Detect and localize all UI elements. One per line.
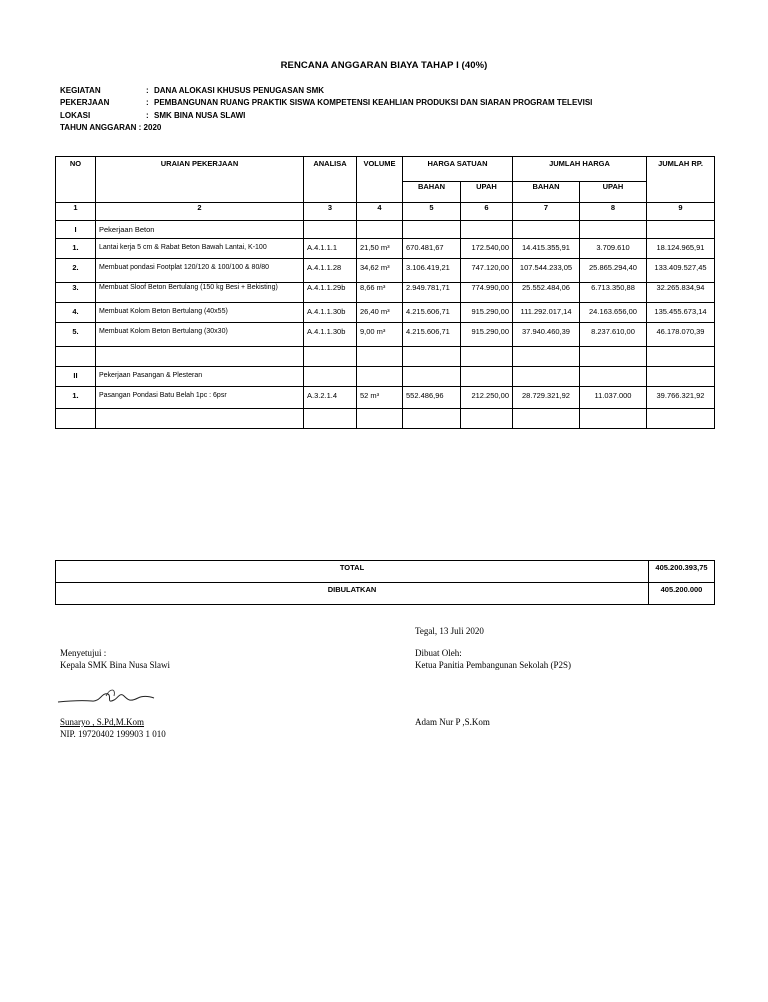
row-uraian: Membuat Kolom Beton Bertulang (40x55) [96, 303, 304, 323]
pekerjaan-label: PEKERJAAN [60, 98, 110, 108]
col-number: 9 [647, 203, 715, 221]
tahun-anggaran: TAHUN ANGGARAN : 2020 [60, 123, 162, 133]
row-jh-upah: 3.709.610 [580, 239, 647, 259]
total-value: 405.200.393,75 [649, 561, 715, 583]
rounded-value: 405.200.000 [649, 583, 715, 605]
rounded-label: DIBULATKAN [56, 583, 649, 605]
row-analisa: A.4.1.1.29b [304, 283, 357, 303]
header-jh-upah: UPAH [580, 182, 647, 203]
col-number: 5 [403, 203, 461, 221]
row-jh-upah: 24.163.656,00 [580, 303, 647, 323]
col-number: 1 [56, 203, 96, 221]
row-jumlah: 18.124.965,91 [647, 239, 715, 259]
column-number-row [56, 203, 715, 221]
row-volume: 26,40 m³ [357, 303, 403, 323]
row-hs-bahan: 670.481,67 [403, 239, 461, 259]
rounded-row [56, 583, 715, 605]
row-uraian: Pasangan Pondasi Batu Belah 1pc : 6psr [96, 387, 304, 409]
totals-table [55, 560, 715, 605]
row-jh-bahan: 25.552.484,06 [513, 283, 580, 303]
lokasi-label: LOKASI [60, 110, 91, 120]
pekerjaan-row [60, 97, 592, 109]
signature-image [56, 682, 156, 712]
col-number: 3 [304, 203, 357, 221]
row-analisa: A.3.2.1.4 [304, 387, 357, 409]
row-hs-bahan: 4.215.606,71 [403, 323, 461, 347]
row-hs-upah: 747.120,00 [461, 259, 513, 283]
table-row [56, 387, 715, 409]
row-jh-bahan: 107.544.233,05 [513, 259, 580, 283]
row-hs-upah: 915.290,00 [461, 323, 513, 347]
prepared-heading: Dibuat Oleh: [415, 648, 462, 658]
row-number: 1. [56, 387, 96, 409]
lokasi-row [60, 110, 592, 122]
row-hs-bahan: 3.106.419,21 [403, 259, 461, 283]
approver-role: Kepala SMK Bina Nusa Slawi [60, 660, 170, 670]
row-jumlah: 39.766.321,92 [647, 387, 715, 409]
row-number: 5. [56, 323, 96, 347]
row-jh-upah: 25.865.294,40 [580, 259, 647, 283]
row-jumlah: 32.265.834,94 [647, 283, 715, 303]
row-uraian: Lantai kerja 5 cm & Rabat Beton Bawah Lantai, K-100 [96, 239, 304, 259]
section-title: Pekerjaan Beton [96, 221, 304, 239]
document-title: RENCANA ANGGARAN BIAYA TAHAP I (40%) [280, 60, 488, 71]
row-hs-bahan: 552.486,96 [403, 387, 461, 409]
row-number: 3. [56, 283, 96, 303]
lokasi-value: SMK BINA NUSA SLAWI [154, 110, 246, 120]
empty-row [56, 409, 715, 429]
section-title: Pekerjaan Pasangan & Plesteran [96, 367, 304, 387]
place-date: Tegal, 13 Juli 2020 [415, 626, 484, 636]
row-uraian: Membuat Sloof Beton Bertulang (150 kg Besi + Bekisting) [96, 283, 304, 303]
table-row [56, 303, 715, 323]
header-jumlah-harga: JUMLAH HARGA [513, 157, 647, 182]
approver-name: Sunaryo , S.Pd,M.Kom [60, 717, 145, 727]
kegiatan-label: KEGIATAN [60, 86, 101, 95]
row-uraian: Membuat pondasi Footplat 120/120 & 100/100 & 80/80 [96, 259, 304, 283]
project-info [60, 85, 592, 135]
approval-heading: Menyetujui : [60, 648, 107, 658]
col-number: 6 [461, 203, 513, 221]
row-jh-bahan: 28.729.321,92 [513, 387, 580, 409]
header-analisa: ANALISA [304, 157, 357, 203]
row-jumlah: 133.409.527,45 [647, 259, 715, 283]
row-analisa: A.4.1.1.30b [304, 303, 357, 323]
row-jh-bahan: 111.292.017,14 [513, 303, 580, 323]
row-volume: 9,00 m³ [357, 323, 403, 347]
row-jh-bahan: 14.415.355,91 [513, 239, 580, 259]
pekerjaan-value: PEMBANGUNAN RUANG PRAKTIK SISWA KOMPETENSI KEAHLIAN PRODUKSI DAN SIARAN PROGRAM TELEVISI [154, 98, 593, 108]
preparer-name: Adam Nur P ,S.Kom [415, 717, 490, 727]
row-hs-bahan: 4.215.606,71 [403, 303, 461, 323]
row-hs-upah: 774.990,00 [461, 283, 513, 303]
header-jh-bahan: BAHAN [513, 182, 580, 203]
row-jumlah: 46.178.070,39 [647, 323, 715, 347]
preparer-role: Ketua Panitia Pembangunan Sekolah (P2S) [415, 660, 571, 670]
row-hs-bahan: 2.949.781,71 [403, 283, 461, 303]
row-hs-upah: 915.290,00 [461, 303, 513, 323]
section-row [56, 221, 715, 239]
row-number: 1. [56, 239, 96, 259]
row-uraian: Membuat Kolom Beton Bertulang (30x30) [96, 323, 304, 347]
header-no: NO [56, 157, 96, 203]
row-jh-upah: 11.037.000 [580, 387, 647, 409]
header-hs-bahan: BAHAN [403, 182, 461, 203]
empty-row [56, 347, 715, 367]
col-number: 7 [513, 203, 580, 221]
separator: : [146, 98, 149, 108]
separator: : [146, 86, 149, 95]
table-row [56, 239, 715, 259]
table-row [56, 259, 715, 283]
row-jumlah: 135.455.673,14 [647, 303, 715, 323]
table-row [56, 283, 715, 303]
header-volume: VOLUME [357, 157, 403, 203]
section-number: II [56, 367, 96, 387]
row-jh-upah: 8.237.610,00 [580, 323, 647, 347]
row-volume: 21,50 m³ [357, 239, 403, 259]
header-hs-upah: UPAH [461, 182, 513, 203]
col-number: 2 [96, 203, 304, 221]
row-analisa: A.4.1.1.30b [304, 323, 357, 347]
budget-table [55, 156, 715, 429]
table-row [56, 323, 715, 347]
header-harga-satuan: HARGA SATUAN [403, 157, 513, 182]
row-analisa: A.4.1.1.28 [304, 259, 357, 283]
separator: : [146, 110, 149, 120]
row-volume: 52 m³ [357, 387, 403, 409]
header-jumlah-rp: JUMLAH RP. [647, 157, 715, 203]
section-number: I [56, 221, 96, 239]
row-hs-upah: 212.250,00 [461, 387, 513, 409]
kegiatan-row [60, 85, 592, 97]
col-number: 8 [580, 203, 647, 221]
row-number: 4. [56, 303, 96, 323]
kegiatan-value: DANA ALOKASI KHUSUS PENUGASAN SMK [154, 86, 325, 95]
approver-nip: NIP. 19720402 199903 1 010 [60, 729, 166, 739]
total-row [56, 561, 715, 583]
row-number: 2. [56, 259, 96, 283]
row-analisa: A.4.1.1.1 [304, 239, 357, 259]
row-volume: 8,66 m³ [357, 283, 403, 303]
section-row [56, 367, 715, 387]
row-jh-bahan: 37.940.460,39 [513, 323, 580, 347]
row-hs-upah: 172.540,00 [461, 239, 513, 259]
row-volume: 34,62 m³ [357, 259, 403, 283]
header-uraian: URAIAN PEKERJAAN [96, 157, 304, 203]
col-number: 4 [357, 203, 403, 221]
row-jh-upah: 6.713.350,88 [580, 283, 647, 303]
total-label: TOTAL [56, 561, 649, 583]
